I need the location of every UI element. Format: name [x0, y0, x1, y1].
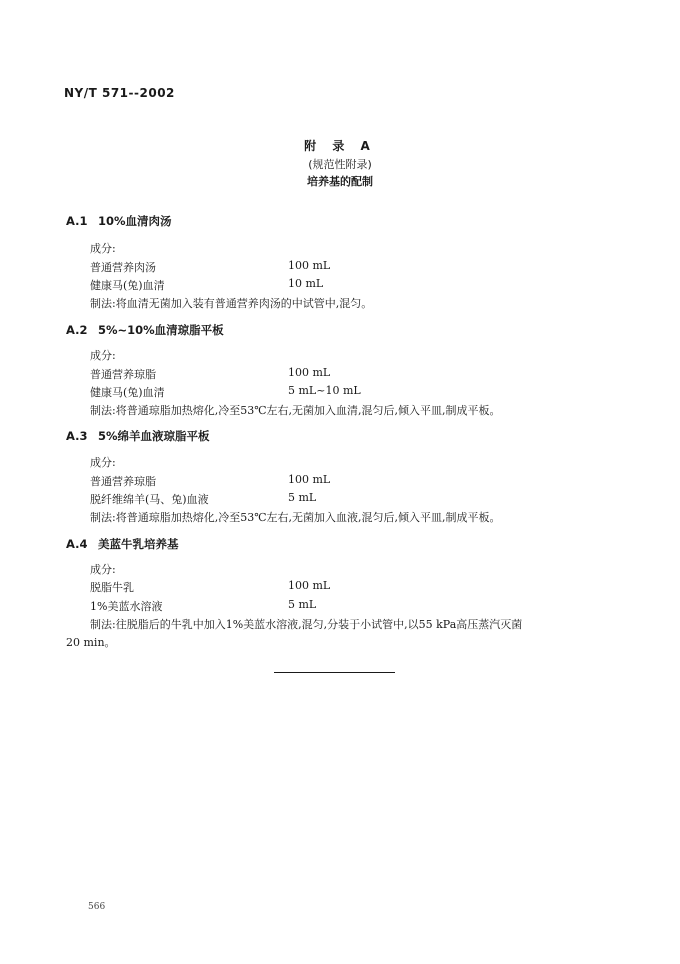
section-title: 美蓝牛乳培养基 — [98, 537, 179, 551]
section-a1-heading — [66, 213, 172, 229]
ingredient-amount: 100 mL — [288, 473, 331, 486]
ingredient-name: 普通营养琼脂 — [90, 368, 156, 381]
page-number: 566 — [88, 902, 106, 912]
section-number: A.2 — [66, 323, 88, 337]
preparation-method: 制法:往脱脂后的牛乳中加入1%美蓝水溶液,混匀,分装于小试管中,以55 kPa高压蒸汽灭菌 — [90, 618, 523, 631]
ingredient-amount: 10 mL — [288, 277, 324, 290]
ingredient-amount: 100 mL — [288, 579, 331, 592]
appendix-heading: 培养基的配制 — [307, 175, 373, 188]
section-number: A.3 — [66, 429, 88, 443]
ingredient-name: 健康马(兔)血清 — [90, 279, 165, 292]
section-a3-heading — [66, 428, 210, 444]
composition-label: 成分: — [90, 563, 116, 576]
ingredient-name: 普通营养肉汤 — [90, 261, 156, 274]
ingredient-name: 脱纤维绵羊(马、兔)血液 — [90, 493, 209, 506]
ingredient-name: 1%美蓝水溶液 — [90, 600, 163, 613]
composition-label: 成分: — [90, 349, 116, 362]
ingredient-name: 健康马(兔)血清 — [90, 386, 165, 399]
ingredient-name: 脱脂牛乳 — [90, 581, 134, 594]
ingredient-amount: 100 mL — [288, 259, 331, 272]
ingredient-amount: 5 mL — [288, 491, 317, 504]
section-title: 5%绵羊血液琼脂平板 — [98, 429, 210, 443]
composition-label: 成分: — [90, 456, 116, 469]
appendix-title: 附 录 A — [304, 139, 376, 153]
ingredient-amount: 5 mL~10 mL — [288, 384, 361, 397]
section-title: 5%~10%血清琼脂平板 — [98, 323, 224, 337]
section-number: A.4 — [66, 537, 88, 551]
section-title: 10%血清肉汤 — [98, 214, 172, 228]
ingredient-name: 普通营养琼脂 — [90, 475, 156, 488]
appendix-subtitle: (规范性附录) — [308, 158, 372, 171]
ingredient-amount: 5 mL — [288, 598, 317, 611]
standard-number: NY/T 571--2002 — [64, 86, 175, 100]
composition-label: 成分: — [90, 242, 116, 255]
preparation-method-continued: 20 min。 — [66, 636, 116, 649]
preparation-method: 制法:将血清无菌加入装有普通营养肉汤的中试管中,混匀。 — [90, 297, 373, 310]
end-rule — [274, 672, 395, 673]
section-a4-heading — [66, 536, 179, 552]
section-number: A.1 — [66, 214, 88, 228]
section-a2-heading — [66, 322, 224, 338]
preparation-method: 制法:将普通琼脂加热熔化,冷至53℃左右,无菌加入血清,混匀后,倾入平皿,制成平板。 — [90, 404, 501, 417]
preparation-method: 制法:将普通琼脂加热熔化,冷至53℃左右,无菌加入血液,混匀后,倾入平皿,制成平板。 — [90, 511, 501, 524]
ingredient-amount: 100 mL — [288, 366, 331, 379]
